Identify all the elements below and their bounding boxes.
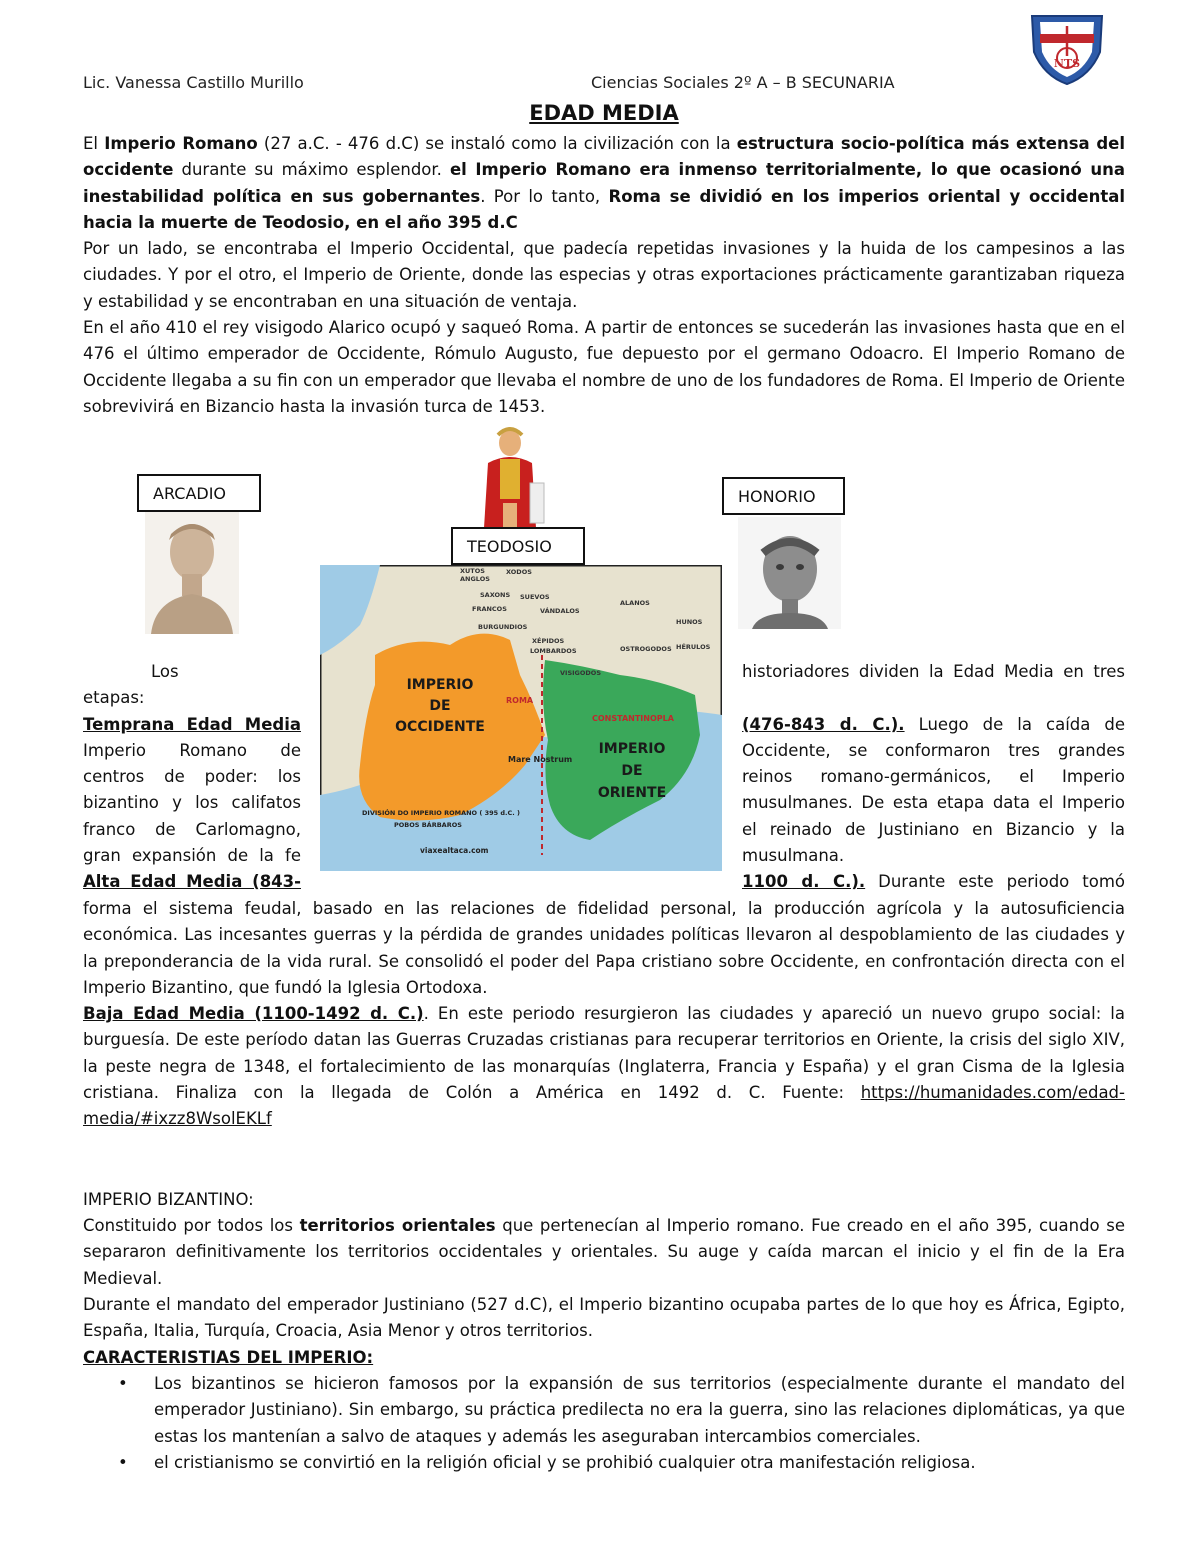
- map-tribe: SUEVOS: [520, 593, 550, 601]
- stage-left-line: franco de Carlomagno,: [83, 819, 301, 839]
- stage-right-line: historiadores dividen la Edad Media en tres: [742, 662, 1125, 681]
- intro-bold-text: Imperio Romano: [104, 134, 258, 153]
- teodosio-figure-image: [470, 423, 550, 528]
- map-constantinopla-label: CONSTANTINOPLA: [592, 714, 674, 723]
- label-teodosio: TEODOSIO: [451, 527, 585, 565]
- stage-temprana-title: Temprana Edad Media: [83, 714, 301, 734]
- stage-alta-title: Alta Edad Media (843-: [83, 872, 301, 892]
- list-item-text: Los bizantinos se hicieron famosos por la expansión de sus territorios (especialmente durante el mandato del emperador Justiniano). Sin embargo, su práctica predilecta no era la guerra, sino las relaciones diplomáticas, ya que estas los mantenían a salvo de ataques y además les aseguraban intercambios comerciales.: [154, 1374, 1125, 1446]
- bullet-icon: •: [118, 1452, 128, 1472]
- stage-left-line: Los: [151, 662, 179, 681]
- header-author: Lic. Vanessa Castillo Murillo: [83, 73, 304, 92]
- map-tribe: HUNOS: [676, 618, 703, 626]
- map-occidente-line: DE: [429, 698, 451, 714]
- characteristics-list: [110, 1371, 1125, 1476]
- page-title: EDAD MEDIA: [529, 101, 679, 125]
- map-tribe: SAXONS: [480, 591, 511, 599]
- map-tribe: ANGLOS: [460, 575, 490, 583]
- map-caption-2: POBOS BÁRBAROS: [394, 821, 462, 829]
- map-occidente-line: IMPERIO: [406, 677, 474, 693]
- school-crest-logo: [1028, 12, 1106, 86]
- label-honorio: HONORIO: [722, 477, 845, 515]
- arcadio-bust-image: [145, 512, 239, 634]
- map-roma-label: ROMA: [506, 696, 534, 705]
- header-course: Ciencias Sociales 2º A – B SECUNARIA: [591, 73, 895, 92]
- stage-right-text: Luego de la caída de: [904, 714, 1125, 734]
- stage-right-line: reinos romano-germánicos, el Imperio: [742, 767, 1125, 787]
- map-tribe: VISIGODOS: [560, 669, 602, 677]
- crest-text: NTS: [1053, 57, 1081, 70]
- bizantino-bold-text: territorios orientales: [299, 1216, 496, 1235]
- intro-bold-text: estructura socio-política más extensa del occidente: [83, 134, 1125, 180]
- temprana-dates-underlined: (476-843 d. C.).: [742, 714, 905, 734]
- stage-right-text: Durante este periodo tomó: [865, 872, 1125, 892]
- stage-left-line: centros de poder: los: [83, 767, 301, 787]
- bizantino-heading: IMPERIO BIZANTINO:: [83, 1190, 254, 1209]
- map-tribe: VÁNDALOS: [540, 607, 580, 615]
- stages-right-column: [742, 659, 1125, 896]
- source-link[interactable]: https://humanidades.com/edad-media/#ixzz8WsolEKLf: [83, 1082, 1125, 1129]
- stage-temprana-dates: [742, 712, 1125, 738]
- stage-left-line: gran expansión de la fe: [83, 846, 301, 866]
- intro-paragraph-1: [83, 131, 1125, 236]
- stage-alta-dates: [742, 869, 1125, 895]
- list-item-text: el cristianismo se convirtió en la religión oficial y se prohibió cualquier otra manifestación religiosa.: [154, 1452, 976, 1472]
- map-tribe: ALANOS: [620, 599, 650, 607]
- stage-left-line: etapas:: [83, 688, 145, 708]
- stage-right-line: musulmanes. De esta etapa data el Imperio: [742, 793, 1125, 813]
- intro-paragraph-2: Por un lado, se encontraba el Imperio Occidental, que padecía repetidas invasiones y la huida de los campesinos a las ciudades. Y por el otro, el Imperio de Oriente, donde las especias y otras exportaciones prácticamente garantizaban riqueza y estabilidad y se encontraban en una situación de ventaja.: [83, 239, 1125, 311]
- intro-bold-text: Roma se dividió en los imperios oriental y occidental hacia la muerte de Teodosio, en el año 395 d.C: [83, 186, 1125, 232]
- map-site-credit: viaxealtaca.com: [420, 846, 489, 855]
- map-tribe: HÉRULOS: [676, 643, 711, 651]
- map-tribe: OSTROGODOS: [620, 645, 672, 653]
- intro-text: El: [83, 134, 105, 153]
- alta-dates-underlined: 1100 d. C.).: [742, 872, 866, 892]
- stages-left-column: [83, 659, 301, 896]
- map-tribe: XODOS: [506, 568, 532, 576]
- list-item: [110, 1450, 1125, 1476]
- alta-edad-media-text: forma el sistema feudal, basado en las relaciones de fidelidad personal, la producción agrícola y la autosuficiencia económica. Las incesantes guerras y la pérdida de grandes unidades políticas llevaron al despoblamiento de las ciudades y la preponderancia de la vida rural. Se consolidó el poder del Papa cristiano sobre Occidente, en confrontación directa con el Imperio Bizantino, que fundó la Iglesia Ortodoxa.: [83, 899, 1125, 997]
- intro-text: durante su máximo esplendor.: [173, 160, 450, 180]
- stage-left-line: bizantino y los califatos: [83, 793, 301, 813]
- baja-edad-media-text: . En este periodo resurgieron las ciudades y apareció un nuevo grupo social: la burguesía. De este período datan las Guerras Cruzadas cristianas para recuperar territorios en Oriente, la crisis del siglo XIV, la peste negra de 1348, el fortalecimiento de las monarquías (Inglaterra, Francia y España) y el gran Cisma de la Iglesia cristiana. Finaliza con la llegada de Colón a América en 1492 d. C. Fuente:: [83, 1004, 1125, 1102]
- bizantino-paragraph-1: [83, 1213, 1125, 1292]
- intro-bold-text: el Imperio Romano era inmenso territorialmente, lo que ocasionó una inestabilidad política en sus gobernantes: [83, 160, 1125, 206]
- list-item: [110, 1371, 1125, 1450]
- map-tribe: BURGUNDIOS: [478, 623, 528, 631]
- map-caption-1: DIVISIÓN DO IMPERIO ROMANO ( 395 d.C. ): [362, 809, 520, 817]
- stage-left-line: Imperio Romano de: [83, 740, 301, 760]
- honorio-bust-image: [738, 517, 841, 629]
- baja-edad-media-paragraph: [83, 1001, 1125, 1132]
- characteristics-heading: CARACTERISTIAS DEL IMPERIO:: [83, 1348, 374, 1367]
- map-tribe: XÉPIDOS: [532, 637, 565, 645]
- intro-text: . Por lo tanto,: [480, 186, 609, 206]
- map-tribe: LOMBARDOS: [530, 647, 577, 655]
- map-mare-label: Mare Nostrum: [508, 755, 573, 764]
- label-arcadio: ARCADIO: [137, 474, 261, 512]
- stage-right-line: [742, 685, 1125, 711]
- stage-right-line: musulmana.: [742, 846, 845, 866]
- map-tribe: XUTOS: [460, 567, 485, 575]
- map-oriente-line: DE: [621, 763, 643, 779]
- intro-paragraph-3: En el año 410 el rey visigodo Alarico ocupó y saqueó Roma. A partir de entonces se sucederán las invasiones hasta que en el 476 el último emperador de Occidente, Rómulo Augusto, fue depuesto por el germano Odoacro. El Imperio Romano de Occidente llegaba a su fin con un emperador que llevaba el nombre de uno de los fundadores de Roma. El Imperio de Oriente sobrevivirá en Bizancio hasta la invasión turca de 1453.: [83, 318, 1125, 416]
- intro-text: (27 a.C. - 476 d.C) se instaló como la civilización con la: [257, 134, 737, 153]
- map-oriente-line: IMPERIO: [598, 741, 666, 757]
- baja-edad-media-title: Baja Edad Media (1100-1492 d. C.): [83, 1004, 424, 1023]
- map-oriente-line: ORIENTE: [597, 785, 667, 801]
- bizantino-paragraph-2: Durante el mandato del emperador Justiniano (527 d.C), el Imperio bizantino ocupaba partes de lo que hoy es África, Egipto, España, Italia, Turquía, Croacia, Asia Menor y otros territorios.: [83, 1295, 1125, 1341]
- stage-right-line: el reinado de Justiniano en Bizancio y la: [742, 819, 1125, 839]
- roman-empire-division-map: [320, 565, 722, 871]
- bullet-icon: •: [118, 1374, 128, 1393]
- map-occidente-line: OCCIDENTE: [395, 719, 485, 735]
- map-tribe: FRANCOS: [472, 605, 507, 613]
- bizantino-text: que pertenecían al Imperio romano. Fue creado en el año 395, cuando se separaron definitivamente los territorios occidentales y orientales. Su auge y caída marcan el inicio y el fin de la Era Medieval.: [83, 1216, 1126, 1288]
- bizantino-text: Constituido por todos los: [83, 1216, 300, 1235]
- stage-right-line: Occidente, se conformaron tres grandes: [742, 740, 1125, 760]
